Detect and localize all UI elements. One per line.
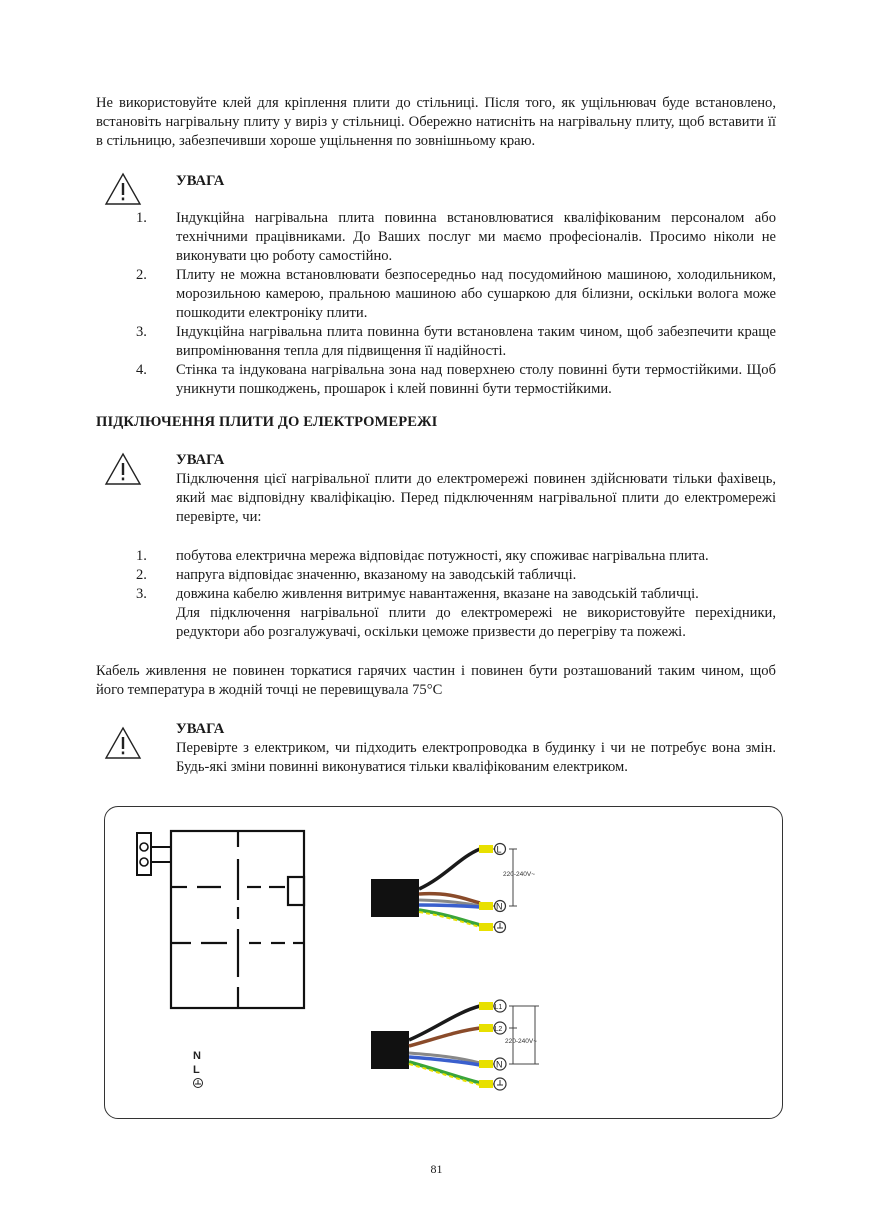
list-text: Індукційна нагрівальна плита повинна встановлюватися кваліфікованим персоналом або технічними працівниками. До Ваших послуг ми маємо професіоналів. Просимо ніколи не виконувати цю роботу самостійно. — [176, 210, 776, 264]
cable-paragraph: Кабель живлення не повинен торкатися гарячих частин і повинен бути розташований таким чином, щоб його температура в жодній точці не перевищувала 75°C — [96, 663, 776, 698]
legend — [193, 1050, 203, 1088]
warning-triangle-icon — [104, 726, 142, 760]
list-item — [96, 566, 776, 585]
two-phase-cable — [371, 1000, 539, 1090]
list-number: 1. — [136, 210, 147, 226]
ground-icon — [495, 922, 506, 933]
list-text: Плиту не можна встановлювати безпосередньо над посудомийною машиною, холодильником, морозильною камерою, пральною машиною або сушаркою для білизни, оскільки волога може пошкодити електроніку плити. — [176, 267, 776, 321]
wiring-diagram — [104, 806, 783, 1119]
wiring-diagram-svg — [105, 807, 784, 1120]
list-item — [96, 585, 776, 604]
voltage-label: 220-240V~ — [503, 871, 535, 878]
list-number: 2. — [136, 567, 147, 583]
list-number: 4. — [136, 362, 147, 378]
list-number: 1. — [136, 548, 147, 564]
warning-title: УВАГА — [176, 173, 225, 189]
installation-warnings-list — [96, 209, 776, 399]
warning-triangle-icon — [104, 172, 142, 206]
terminal-n: N — [496, 1059, 503, 1070]
hob-schematic — [171, 831, 304, 1008]
list-note — [96, 604, 776, 642]
single-phase-cable — [371, 844, 535, 933]
list-text: Індукційна нагрівальна плита повинна бути встановлена таким чином, щоб забезпечити краще випромінювання тепла для підвищення її надійності. — [176, 324, 776, 359]
section-heading: ПІДКЛЮЧЕННЯ ПЛИТИ ДО ЕЛЕКТРОМЕРЕЖІ — [96, 414, 438, 430]
warning-title: УВАГА — [176, 721, 225, 737]
list-item — [96, 361, 776, 399]
voltage-label: 220-240V~ — [505, 1038, 537, 1045]
list-item — [96, 266, 776, 323]
connection-checklist — [96, 547, 776, 642]
terminal-l: L — [496, 844, 502, 855]
list-item — [96, 547, 776, 566]
page-number: 81 — [430, 1162, 443, 1176]
terminal-block — [137, 833, 171, 875]
terminal-n: N — [496, 901, 503, 912]
list-text: побутова електрична мережа відповідає потужності, яку споживає нагрівальна плита. — [176, 548, 709, 564]
list-number: 2. — [136, 267, 147, 283]
list-item — [96, 209, 776, 266]
ground-icon — [494, 1078, 506, 1090]
intro-paragraph: Не використовуйте клей для кріплення плити до стільниці. Після того, як ущільнювач буде встановлено, встановіть нагрівальну плиту у виріз у стільниці. Обережно натисніть на нагрівальну плиту, щоб вставити її в стільницю, забезпечивши хороше ущільнення по зовнішньому краю. — [96, 95, 776, 149]
legend-n: N — [193, 1050, 201, 1062]
list-text: напруга відповідає значенню, вказаному на заводській табличці. — [176, 567, 577, 583]
list-text: довжина кабелю живлення витримує навантаження, вказане на заводській табличці. — [176, 586, 699, 602]
legend-l: L — [193, 1064, 200, 1076]
list-number: 3. — [136, 586, 147, 602]
cable-connector — [371, 879, 419, 917]
note-text: Для підключення нагрівальної плити до електромережі не використовуйте перехідники, редуктори або розгалужувачі, оскільки цеможе призвести до перегріву та пожежі. — [176, 605, 776, 640]
list-text: Стінка та індукована нагрівальна зона над поверхнею столу повинні бути термостійкими. Щоб уникнути пошкоджень, прошарок і клей повинні бути термостійкими. — [176, 362, 776, 397]
terminal-l1: L1 — [494, 1004, 503, 1011]
list-number: 3. — [136, 324, 147, 340]
warning-text: Підключення цієї нагрівальної плити до електромережі повинен здійснювати тільки фахівець, який має відповідну кваліфікацію. Перед підключенням нагрівальної плити до електромережі перевірте, чи: — [176, 471, 776, 525]
warning-triangle-icon — [104, 452, 142, 486]
warning-title: УВАГА — [176, 452, 225, 468]
warning-text: Перевірте з електриком, чи підходить електропроводка в будинку і чи не потребує вона змін. Будь-які зміни повинні виконуватися тільки кваліфікованим електриком. — [176, 740, 776, 775]
list-item — [96, 323, 776, 361]
cable-connector — [371, 1031, 409, 1069]
terminal-l2: L2 — [494, 1026, 503, 1033]
ground-icon — [194, 1079, 203, 1088]
